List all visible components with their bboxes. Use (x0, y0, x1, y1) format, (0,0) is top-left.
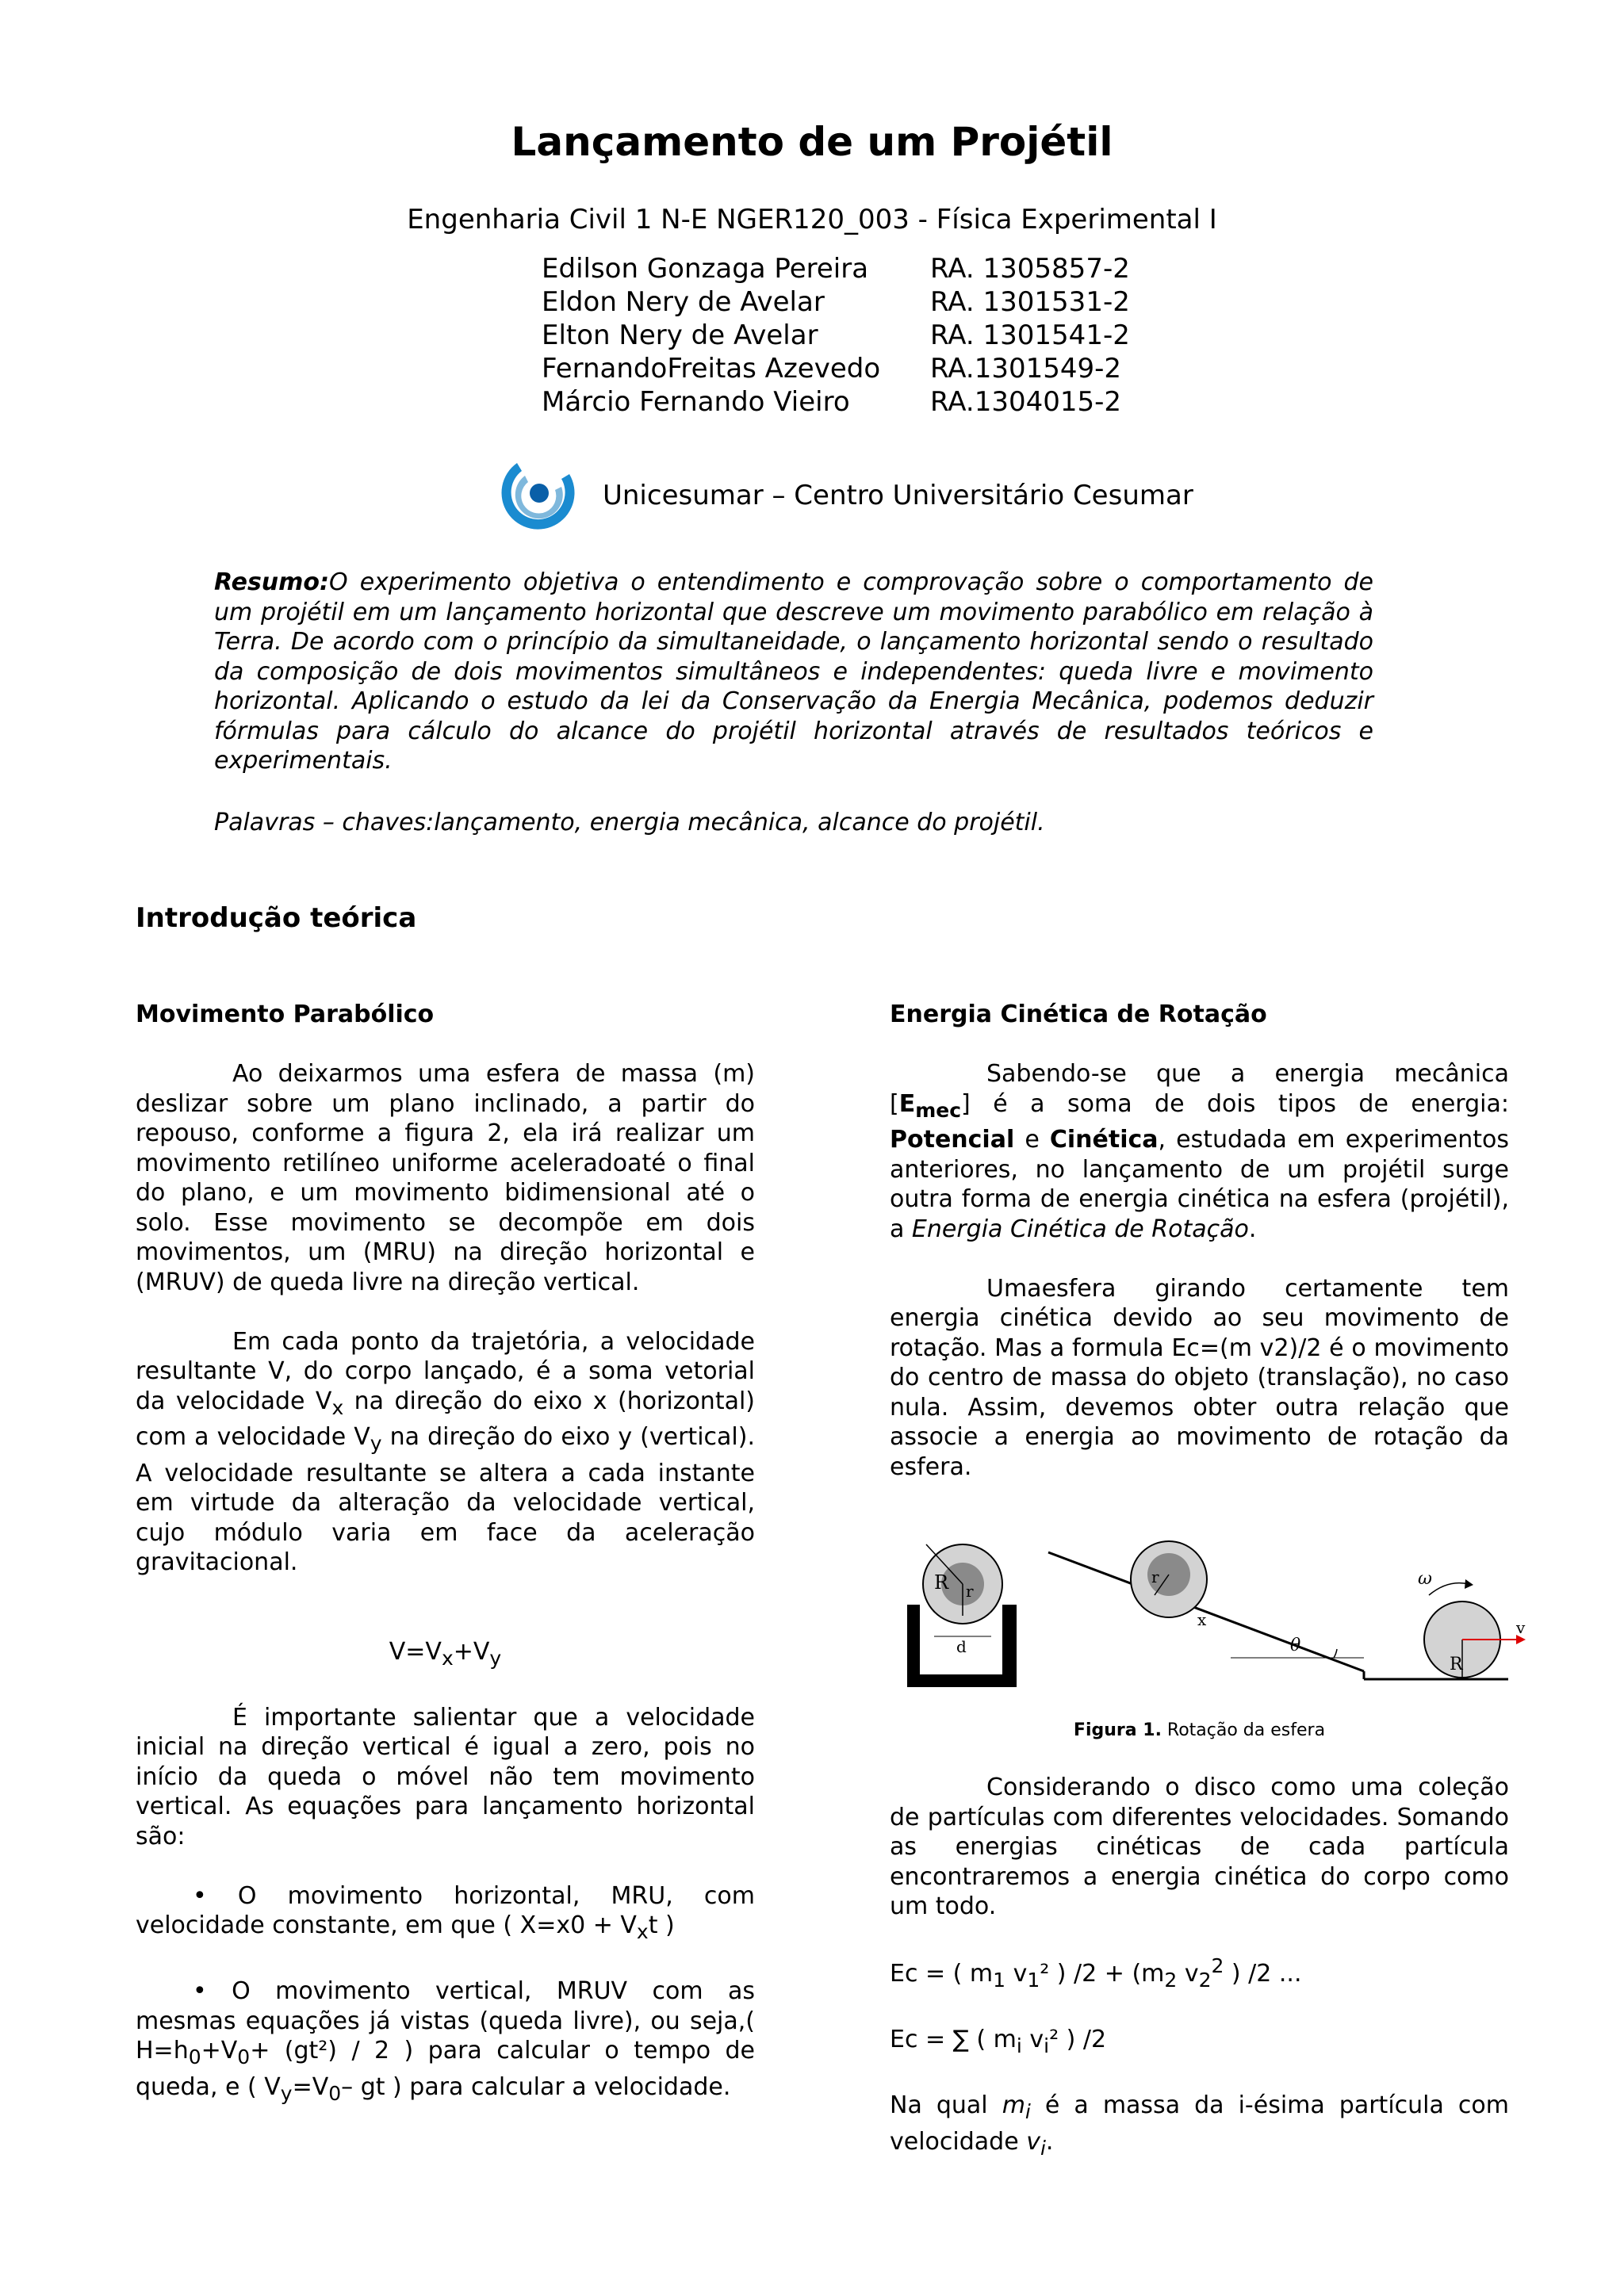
abstract-label: Resumo: (214, 568, 330, 596)
author-row (542, 385, 1130, 419)
heading-movimento-parabolico: Movimento Parabólico (136, 1001, 435, 1028)
label-d: d (956, 1637, 967, 1656)
author-name: FernandoFreitas Azevedo (542, 353, 881, 385)
bullet-item: • O movimento vertical, MRUV com as mesmas equações já vistas (queda livre), ou seja,( $H=h_0+V_0+ (gt^2) / 2$ ) para calcular o tempo de queda, e ( $V_y=V_0-$ gt ) para calcular a velocidade. (136, 1977, 755, 2105)
course-line: Engenharia Civil 1 N-E NGER120_003 - Física Experimental I (407, 204, 1217, 235)
label-v: v (1516, 1618, 1526, 1637)
author-row (542, 319, 1130, 352)
university-logo (493, 458, 582, 534)
author-row (542, 285, 1130, 319)
author-row (542, 352, 1130, 385)
author-name: Elton Nery de Avelar (542, 320, 818, 351)
figure-caption: Figura 1. Rotação da esfera (1073, 1720, 1326, 1740)
keywords: Palavras – chaves:lançamento, energia mecânica, alcance do projétil. (214, 809, 1045, 836)
author-ra: RA. 1301541-2 (930, 320, 1130, 351)
abstract (214, 568, 1373, 776)
right-column-top (890, 1059, 1509, 1482)
author-name: Márcio Fernando Vieiro (542, 386, 850, 418)
author-ra: RA. 1301531-2 (930, 286, 1130, 318)
heading-energia-cinetica: Energia Cinética de Rotação (890, 1001, 1267, 1028)
paragraph: Em cada ponto da trajetória, a velocidade resultante V, do corpo lançado, é a soma vetorial da velocidade $V_x$ na direção do eixo x (horizontal) com a velocidade $V_y$ na direção do eixo y (vertical). A velocidade resultante se altera a cada instante em virtude da alteração da velocidade vertical, cujo módulo varia em face da aceleração gravitacional. (136, 1327, 755, 1576)
velocity-equation: $V=V_x+V_y$ (389, 1637, 502, 1670)
label-omega: ω (1418, 1569, 1432, 1589)
author-name: Edilson Gonzaga Pereira (542, 253, 869, 285)
label-r-inclined: r (1151, 1567, 1159, 1586)
author-ra: RA.1304015-2 (930, 386, 1122, 418)
bullet-item: • O movimento horizontal, MRU, com velocidade constante, em que ( $X=x0 + V_xt$ ) (136, 1881, 755, 1943)
paper-title: Lançamento de um Projétil (511, 119, 1113, 165)
sphere-rotation-figure (890, 1529, 1534, 1687)
label-x: x (1197, 1610, 1207, 1629)
section-heading-intro: Introdução teórica (136, 902, 417, 934)
paragraph: Ao deixarmos uma esfera de massa (m) deslizar sobre um plano inclinado, a partir do repouso, conforme a figura 2, ela irá realizar um movimento retilíneo uniforme aceleradoaté o final do plano, e um movimento bidimensional até o solo. Esse movimento se decompõe em dois movimentos, um (MRU) na direção horizontal e (MRUV) de queda livre na direção vertical. (136, 1060, 755, 1296)
left-column (136, 1059, 755, 2108)
paragraph: Sabendo-se que a energia mecânica $[E_{mec}]$ é a soma de dois tipos de energia: Potencial e Cinética, estudada em experimentos anteriores, no lançamento de um projétil surge outra forma de energia cinética na esfera (projétil), a Energia Cinética de Rotação. (890, 1060, 1509, 1243)
author-ra: RA.1301549-2 (930, 353, 1122, 385)
label-R-floor: R (1450, 1655, 1463, 1674)
label-R: R (934, 1571, 949, 1594)
author-name: Eldon Nery de Avelar (542, 286, 825, 318)
abstract-text: O experimento objetiva o entendimento e comprovação sobre o comportamento de um projétil em um lançamento horizontal que descreve um movimento parabólico em relação à Terra. De acordo com o princípio da simultaneidade, o lançamento horizontal sendo o resultado da composição de dois movimentos simultâneos e independentes: queda livre e movimento horizontal. Aplicando o estudo da lei da Conservação da Energia Mecânica, podemos deduzir fórmulas para cálculo do alcance do projétil horizontal através de resultados teóricos e experimentais. (214, 568, 1373, 775)
kinetic-energy-sum-formula: Ec = ∑ ( $m_i$ $v_i^2$ ) /2 (890, 2026, 1107, 2057)
author-list (542, 252, 1130, 419)
author-ra: RA. 1305857-2 (930, 253, 1130, 285)
paragraph: Na qual $m_i$ é a massa da i-ésima partícula com velocidade $v_i$. (890, 2091, 1509, 2160)
label-theta: θ (1290, 1636, 1301, 1655)
kinetic-energy-formula: Ec = ( $m_1$ $v_1^2$ ) $/2 + (m_2$ $v_2^2$ ) /2 ... (890, 1954, 1302, 1992)
right-column-bottom (890, 1773, 1509, 2163)
paragraph: É importante salientar que a velocidade inicial na direção vertical é igual a zero, pois no início da queda o móvel não tem movimento vertical. As equações para lançamento horizontal são: (136, 1703, 755, 1850)
author-row (542, 252, 1130, 285)
paragraph: Umaesfera girando certamente tem energia cinética devido ao seu movimento de rotação. Mas a formula Ec=(m v2)/2 é o movimento do centro de massa do objeto (translação), no caso nula. Assim, devemos obter outra relação que associe a energia ao movimento de rotação da esfera. (890, 1274, 1509, 1481)
paragraph: Considerando o disco como uma coleção de partículas com diferentes velocidades. Somando as energias cinéticas de cada partícula encontraremos a energia cinética do corpo como um todo. (890, 1774, 1509, 1920)
label-r: r (966, 1582, 974, 1601)
institution-name: Unicesumar – Centro Universitário Cesumar (603, 480, 1193, 511)
